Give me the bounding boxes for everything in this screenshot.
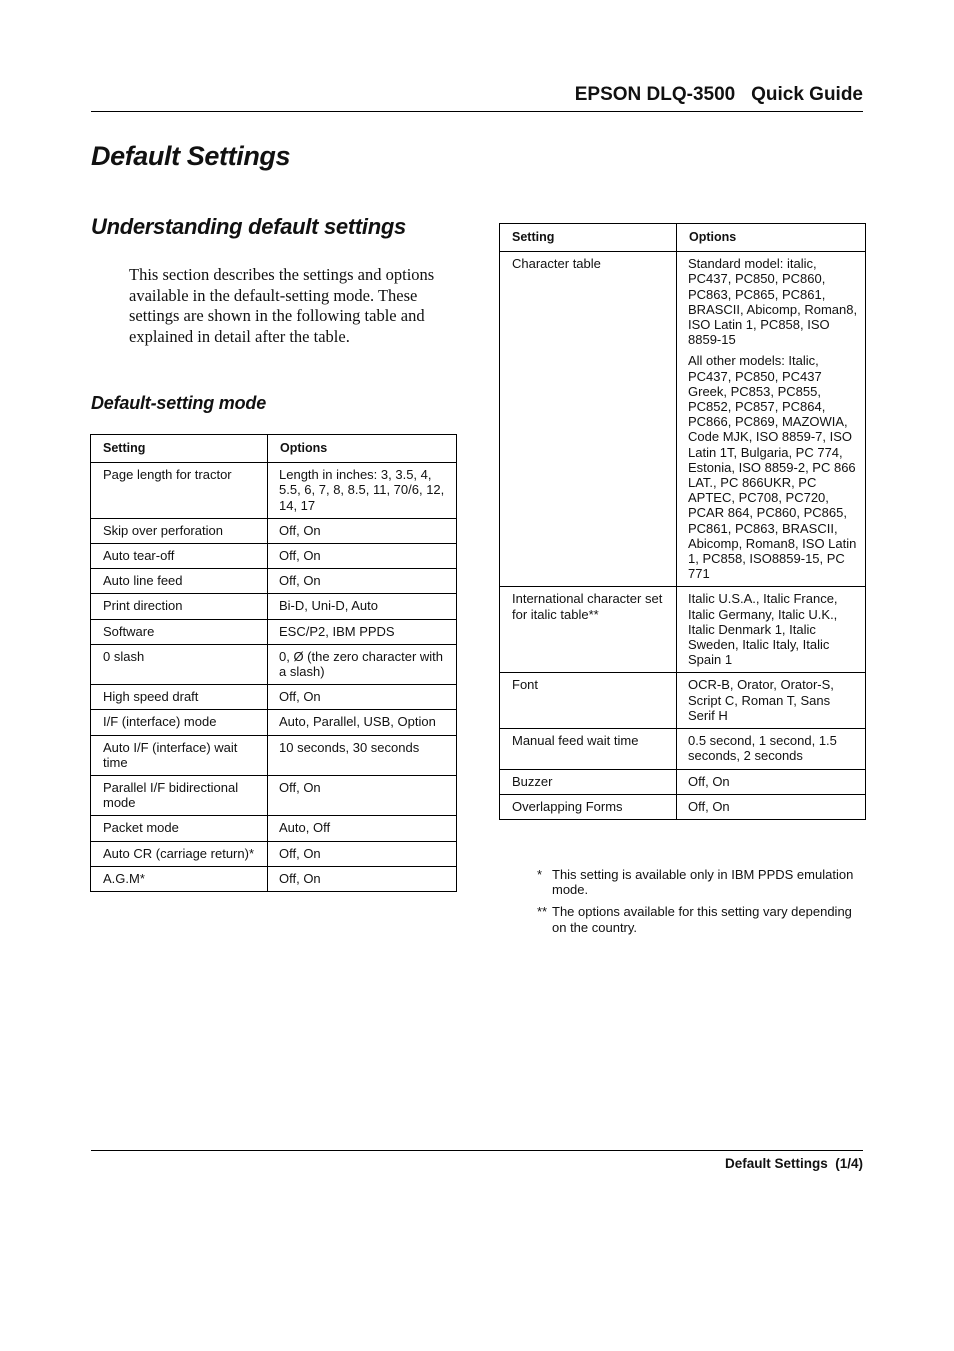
- table-row: [91, 619, 457, 644]
- options-cell: [677, 769, 866, 794]
- table-row: [91, 544, 457, 569]
- options-cell: [268, 841, 457, 866]
- options-text: Off, On: [279, 548, 321, 564]
- options-cell: [268, 644, 457, 684]
- options-text: Auto, Off: [279, 820, 331, 836]
- footnotes: [537, 867, 867, 942]
- footnote-text: This setting is available only in IBM PPDS emulation mode.: [552, 867, 854, 898]
- options-text: Off, On: [279, 573, 321, 589]
- table-row: [91, 866, 457, 891]
- footnote-text: The options available for this setting vary depending on the country.: [552, 904, 852, 935]
- table-row: [91, 569, 457, 594]
- page-footer: [91, 1150, 863, 1171]
- footnote: [537, 904, 867, 934]
- footnote: [537, 867, 867, 897]
- options-cell: [268, 685, 457, 710]
- setting-cell: Font: [500, 673, 677, 729]
- table-row: [500, 729, 866, 769]
- subsection-title: Default-setting mode: [91, 393, 267, 413]
- setting-cell: I/F (interface) mode: [91, 710, 268, 735]
- options-text: Auto, Parallel, USB, Option: [279, 714, 436, 730]
- setting-cell: Auto CR (carriage return)*: [91, 841, 268, 866]
- options-cell: [268, 866, 457, 891]
- table-row: [91, 463, 457, 519]
- column-header-setting: Setting: [91, 435, 268, 463]
- options-text: 0, Ø (the zero character with a slash): [279, 648, 444, 680]
- setting-cell: Print direction: [91, 594, 268, 619]
- setting-cell: Software: [91, 619, 268, 644]
- setting-cell: International character set for italic table**: [500, 587, 677, 673]
- settings-table-1: [90, 434, 457, 892]
- options-text: OCR-B, Orator, Orator-S, Script C, Roman T, Sans Serif H: [688, 677, 834, 723]
- options-text: Standard model: italic, PC437, PC850, PC860, PC863, PC865, PC861, BRASCII, Abicomp, Roman8, ISO Latin 1, PC858, ISO 8859-15: [688, 256, 858, 348]
- options-text: Off, On: [279, 845, 321, 861]
- options-cell: [268, 594, 457, 619]
- setting-cell: Page length for tractor: [91, 463, 268, 519]
- column-header-options: Options: [268, 435, 457, 463]
- options-cell: [677, 673, 866, 729]
- options-text: Italic U.S.A., Italic France, Italic Germany, Italic U.K., Italic Denmark 1, Italic Sweden, Italic Italy, Italic Spain 1: [688, 591, 838, 668]
- setting-cell: Manual feed wait time: [500, 729, 677, 769]
- options-text: Off, On: [279, 780, 321, 796]
- options-text: Length in inches: 3, 3.5, 4, 5.5, 6, 7, 8, 8.5, 11, 70/6, 12, 14, 17: [279, 467, 445, 513]
- options-cell: [268, 544, 457, 569]
- table-row: [91, 710, 457, 735]
- section-title: Understanding default settings: [91, 214, 406, 239]
- footer-label: Default Settings (1/4): [724, 1156, 863, 1171]
- options-text: 0.5 second, 1 second, 1.5 seconds, 2 seconds: [688, 733, 837, 764]
- header-title: EPSON DLQ-3500 Quick Guide: [574, 84, 863, 105]
- page-header: [91, 84, 863, 112]
- intro-paragraph: This section describes the settings and options available in the default-setting mode. These settings are shown in the following table and explained in detail after the table.: [129, 265, 435, 346]
- table-row: [91, 518, 457, 543]
- setting-cell: Auto line feed: [91, 569, 268, 594]
- setting-cell: A.G.M*: [91, 866, 268, 891]
- options-cell: [268, 518, 457, 543]
- footnote-mark: *: [537, 867, 543, 882]
- footnote-mark: **: [537, 904, 548, 920]
- options-cell: [268, 463, 457, 519]
- setting-cell: Overlapping Forms: [500, 794, 677, 819]
- table-row: [500, 769, 866, 794]
- table-row: [500, 673, 866, 729]
- table-header-row: [500, 224, 866, 252]
- setting-cell: Parallel I/F bidirectional mode: [91, 776, 268, 816]
- options-cell: [268, 735, 457, 775]
- options-text: Off, On: [279, 522, 321, 538]
- setting-cell: Character table: [500, 252, 677, 587]
- setting-cell: Skip over perforation: [91, 518, 268, 543]
- options-cell: [677, 587, 866, 673]
- options-cell: [268, 816, 457, 841]
- options-text: ESC/P2, IBM PPDS: [279, 623, 395, 639]
- options-text: Off, On: [279, 689, 321, 705]
- options-text: Off, On: [279, 870, 321, 886]
- settings-table-2: [499, 223, 866, 820]
- setting-cell: Buzzer: [500, 769, 677, 794]
- setting-cell: 0 slash: [91, 644, 268, 684]
- table-row: [91, 644, 457, 684]
- options-cell: [677, 729, 866, 769]
- options-text: Off, On: [688, 798, 730, 814]
- setting-cell: Auto I/F (interface) wait time: [91, 735, 268, 775]
- options-cell: [677, 252, 866, 587]
- table-row: [91, 776, 457, 816]
- options-text: Off, On: [688, 773, 730, 789]
- table-header-row: [91, 435, 457, 463]
- table-row: [91, 841, 457, 866]
- options-cell: [268, 776, 457, 816]
- table-row: [500, 252, 866, 587]
- column-header-options: Options: [677, 224, 866, 252]
- options-cell: [268, 569, 457, 594]
- setting-cell: Packet mode: [91, 816, 268, 841]
- options-text: Bi-D, Uni-D, Auto: [279, 598, 378, 614]
- table-row: [91, 685, 457, 710]
- options-cell: [268, 619, 457, 644]
- table-row: [91, 735, 457, 775]
- table-row: [91, 594, 457, 619]
- page-title: Default Settings: [91, 141, 291, 171]
- table-row: [500, 587, 866, 673]
- options-text: 10 seconds, 30 seconds: [279, 739, 420, 755]
- table-row: [91, 816, 457, 841]
- options-text: All other models: Italic, PC437, PC850, PC437 Greek, PC853, PC855, PC852, PC857, PC864, PC866, PC869, MAZOWIA, Code MJK, ISO 8859-7, ISO Latin 1T, Bulgaria, PC 774, Estonia, ISO 8859-2, PC 866 LAT., PC 866UKR, PC APTEC, PC708, PC720, PCAR 864, PC860, PC865, PC861, PC863, BRASCII, Abicomp, Roman8, ISO Latin 1, PC858, ISO8859-15, PC 771: [688, 353, 857, 582]
- setting-cell: Auto tear-off: [91, 544, 268, 569]
- column-header-setting: Setting: [500, 224, 677, 252]
- setting-cell: High speed draft: [91, 685, 268, 710]
- options-cell: [677, 794, 866, 819]
- table-row: [500, 794, 866, 819]
- options-cell: [268, 710, 457, 735]
